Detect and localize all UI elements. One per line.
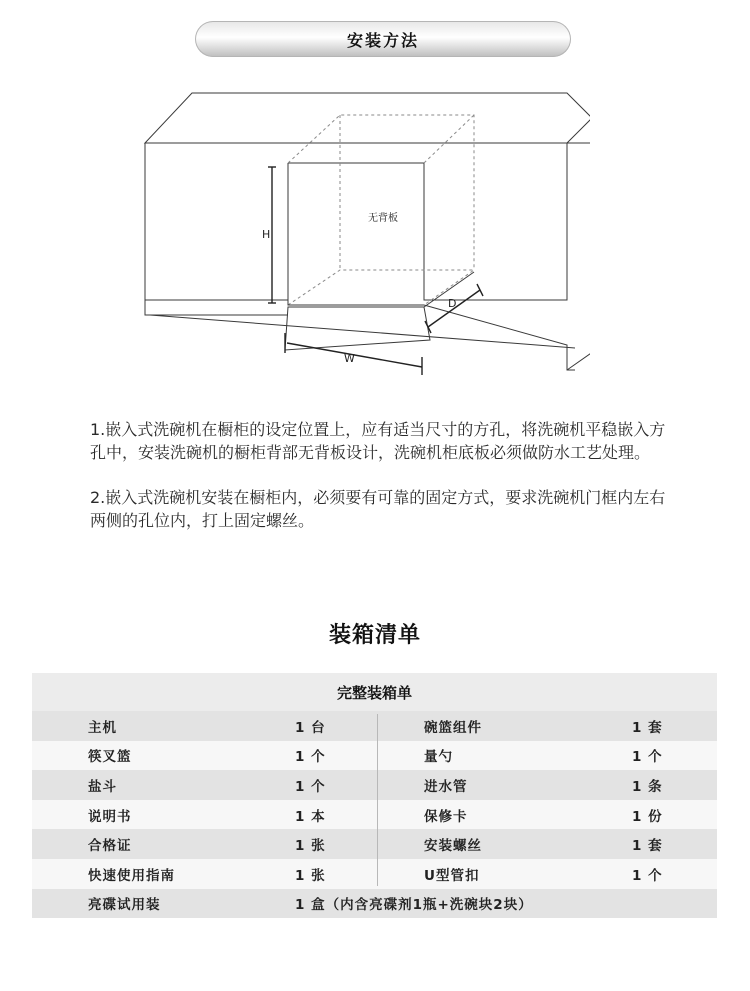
install-section-title	[195, 21, 571, 57]
packing-list-title: 装箱清单	[328, 623, 421, 648]
d-label: D	[448, 297, 457, 310]
item-name: 量勺	[424, 749, 453, 766]
table-row-last	[32, 889, 717, 919]
item-qty: 1 台	[295, 719, 326, 736]
table-row	[32, 859, 717, 889]
item-qty: 1 个	[632, 749, 663, 766]
item-qty: 1 盒（内含亮碟剂1瓶+洗碗块2块）	[295, 897, 533, 914]
instruction-paragraph-2: 2.嵌入式洗碗机安装在橱柜内，必须要有可靠的固定方式，要求洗碗机门框内左右两侧的孔位内，打上固定螺丝。	[90, 488, 666, 530]
item-qty: 1 份	[632, 808, 663, 825]
item-qty: 1 张	[295, 867, 326, 884]
instruction-paragraph-1: 1.嵌入式洗碗机在橱柜的设定位置上，应有适当尺寸的方孔，将洗碗机平稳嵌入方孔中，安装洗碗机的橱柜背部无背板设计，洗碗机柜底板必须做防水工艺处理。	[90, 420, 666, 462]
installation-diagram	[130, 85, 590, 385]
item-name: U型管扣	[424, 867, 480, 884]
item-name: 安装螺丝	[424, 838, 482, 855]
table-row	[32, 829, 717, 859]
item-qty: 1 个	[295, 778, 326, 795]
w-label: W	[344, 352, 355, 365]
cabinet-front-right	[424, 143, 567, 300]
packing-list-table	[32, 673, 717, 918]
table-row	[32, 741, 717, 771]
item-qty: 1 个	[632, 867, 663, 884]
cabinet-top	[145, 93, 590, 143]
item-qty: 1 张	[295, 838, 326, 855]
item-qty: 1 套	[632, 719, 663, 736]
table-row	[32, 711, 717, 741]
item-name: 进水管	[424, 778, 468, 795]
item-name: 主机	[88, 719, 117, 736]
item-name: 保修卡	[424, 808, 468, 825]
no-back-panel-label: 无背板	[368, 213, 398, 224]
item-name: 说明书	[88, 808, 132, 825]
item-name: 碗篮组件	[424, 719, 482, 736]
cabinet-front-left	[145, 143, 288, 300]
installation-instructions	[90, 418, 670, 554]
item-qty: 1 个	[295, 749, 326, 766]
table-header: 完整装箱单	[32, 673, 717, 711]
item-qty: 1 套	[632, 838, 663, 855]
item-name: 盐斗	[88, 778, 117, 795]
item-qty: 1 条	[632, 778, 663, 795]
h-label: H	[262, 228, 271, 241]
item-name: 快速使用指南	[88, 867, 175, 884]
item-name: 筷叉篮	[88, 749, 132, 766]
item-qty: 1 本	[295, 808, 326, 825]
item-name: 合格证	[88, 838, 132, 855]
install-title-text: 安装方法	[346, 30, 419, 50]
item-name: 亮碟试用装	[88, 897, 161, 914]
column-divider	[377, 714, 378, 886]
table-row	[32, 800, 717, 830]
cabinet-side	[567, 93, 590, 370]
table-row	[32, 770, 717, 800]
